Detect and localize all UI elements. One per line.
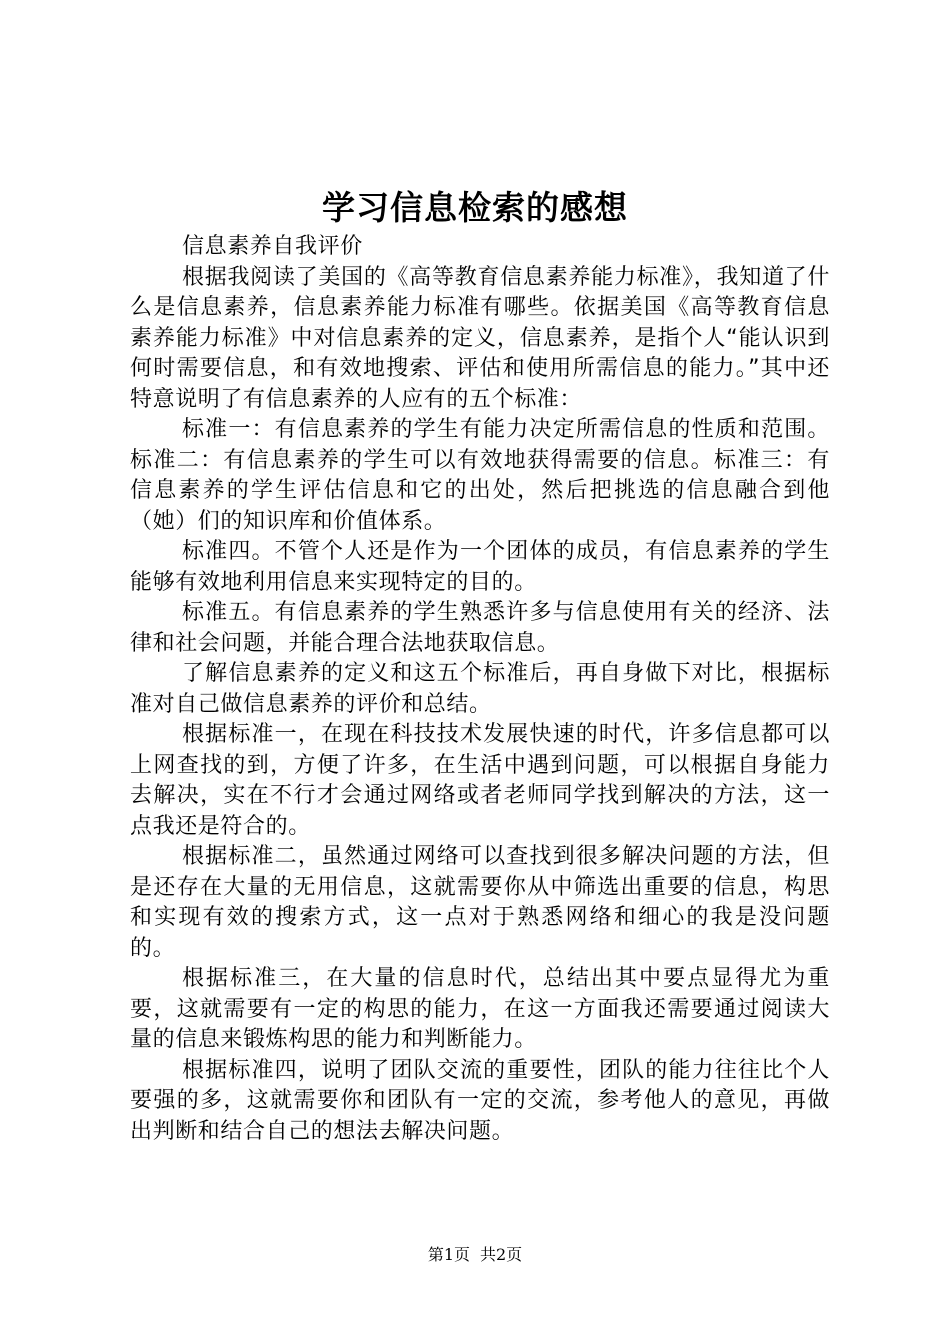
paragraph-eval-2: 根据标准二，虽然通过网络可以查找到很多解决问题的方法，但是还存在大量的无用信息，这就需要你从中筛选出重要的信息，构思和实现有效的搜索方式，这一点对于熟悉网络和细心的我是没问题的。	[130, 844, 830, 961]
paragraph-heading: 信息素养自我评价	[182, 234, 363, 259]
paragraph-standard-4: 标准四。不管个人还是作为一个团体的成员，有信息素养的学生能够有效地利用信息来实现特定的目的。	[130, 539, 830, 595]
paragraph-standards-1-3: 标准一：有信息素养的学生有能力决定所需信息的性质和范围。标准二：有信息素养的学生可以有效地获得需要的信息。标准三：有信息素养的学生评估信息和它的出处，然后把挑选的信息融合到他（她）们的知识库和价值体系。	[130, 417, 830, 534]
paragraph-standard-5: 标准五。有信息素养的学生熟悉许多与信息使用有关的经济、法律和社会问题，并能合理合法地获取信息。	[130, 600, 830, 656]
paragraph-eval-3: 根据标准三，在大量的信息时代，总结出其中要点显得尤为重要，这就需要有一定的构思的能力，在这一方面我还需要通过阅读大量的信息来锻炼构思的能力和判断能力。	[130, 966, 830, 1052]
paragraph-comparison: 了解信息素养的定义和这五个标准后，再自身做下对比，根据标准对自己做信息素养的评价和总结。	[130, 661, 830, 717]
page-number: 第1页	[427, 1245, 470, 1264]
paragraph-eval-4: 根据标准四，说明了团队交流的重要性，团队的能力往往比个人要强的多，这就需要你和团队有一定的交流，参考他人的意见，再做出判断和结合自己的想法去解决问题。	[130, 1057, 830, 1144]
document-title: 学习信息检索的感想	[322, 188, 628, 227]
paragraph-eval-1: 根据标准一，在现在科技技术发展快速的时代，许多信息都可以上网查找的到，方便了许多，在生活中遇到问题，可以根据自身能力去解决，实在不行才会通过网络或者老师同学找到解决的方法，这一点我还是符合的。	[130, 722, 830, 839]
document-body	[130, 232, 830, 1147]
page-total: 共2页	[480, 1245, 523, 1264]
paragraph-intro: 根据我阅读了美国的《高等教育信息素养能力标准》，我知道了什么是信息素养，信息素养能力标准有哪些。依据美国《高等教育信息素养能力标准》中对信息素养的定义，信息素养，是指个人“能认识到何时需要信息，和有效地搜索、评估和使用所需信息的能力。”其中还特意说明了有信息素养的人应有的五个标准：	[130, 264, 830, 412]
page-footer	[0, 1243, 950, 1267]
